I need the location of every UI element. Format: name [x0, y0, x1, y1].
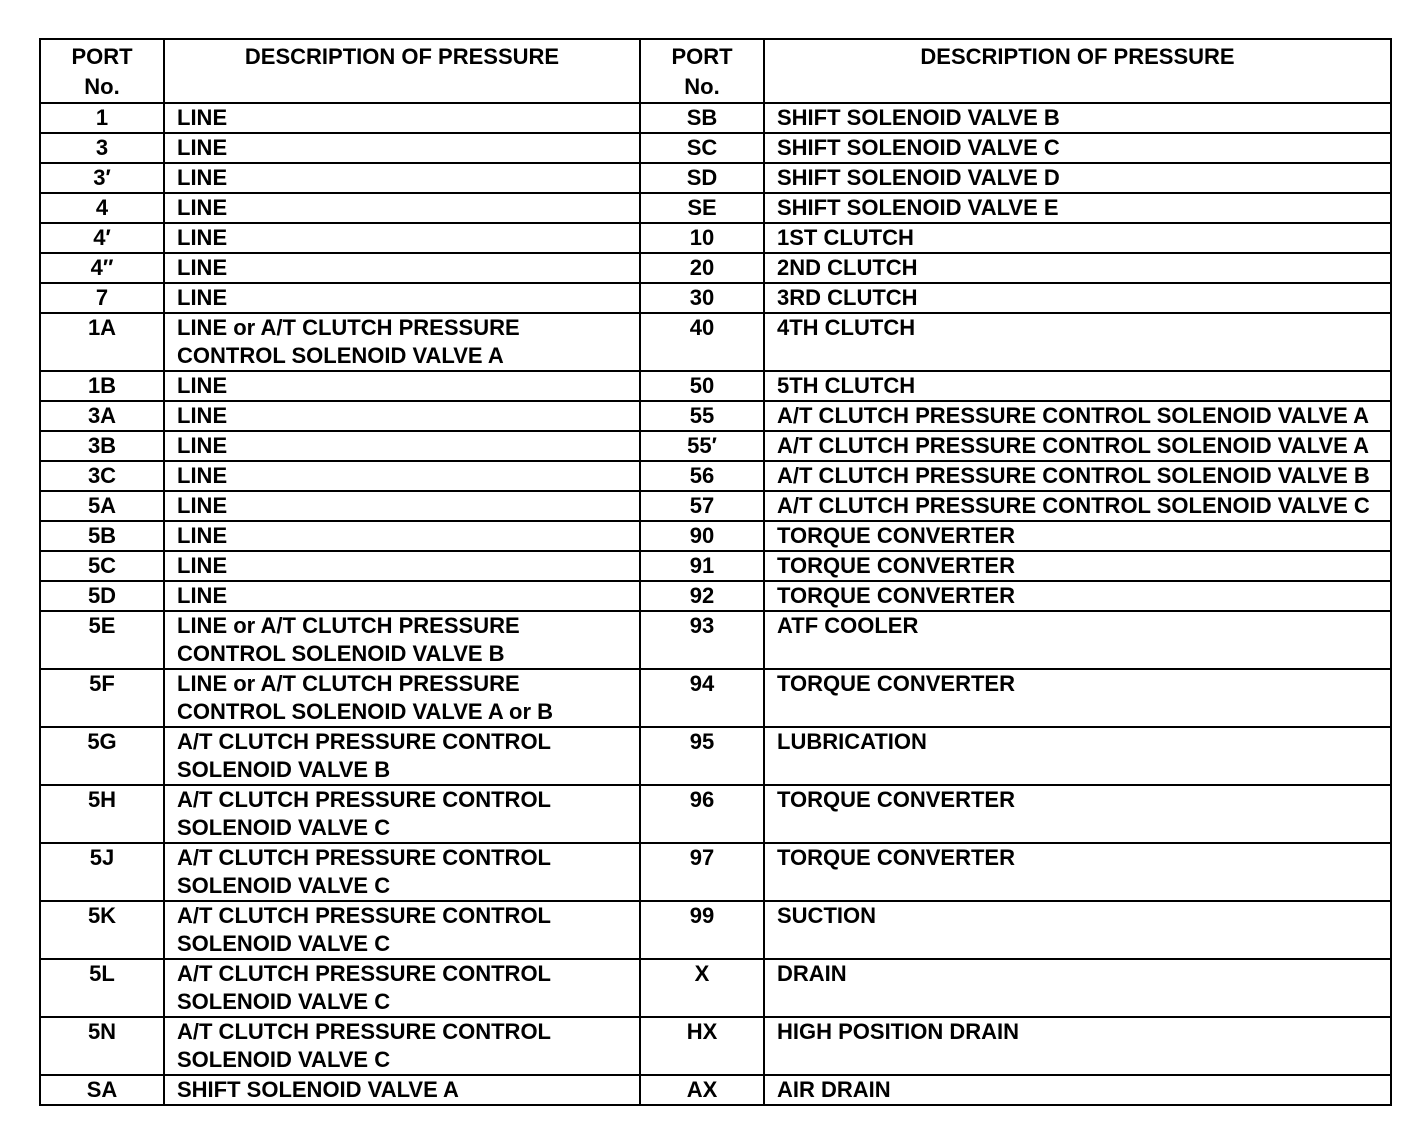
left-description-cell	[164, 843, 640, 901]
description-line: LINE	[177, 493, 228, 518]
right-description-cell	[764, 313, 1391, 371]
left-port-cell: 4″	[40, 253, 164, 283]
right-port-cell: SC	[640, 133, 764, 163]
description-line: LINE	[177, 135, 228, 160]
right-port-cell: 93	[640, 611, 764, 669]
left-description-cell	[164, 133, 640, 163]
right-port-cell: AX	[640, 1075, 764, 1105]
description-line: TORQUE CONVERTER	[777, 523, 1015, 548]
description-line: LINE or A/T CLUTCH PRESSURE	[177, 671, 520, 696]
right-description-cell	[764, 193, 1391, 223]
description-line: LINE	[177, 285, 228, 310]
left-port-cell: 5H	[40, 785, 164, 843]
left-port-cell: 3A	[40, 401, 164, 431]
left-port-cell: 5B	[40, 521, 164, 551]
right-description-cell	[764, 521, 1391, 551]
left-port-cell: 7	[40, 283, 164, 313]
right-port-cell: SE	[640, 193, 764, 223]
description-line: SOLENOID VALVE C	[177, 1047, 391, 1072]
description-line: 2ND CLUTCH	[777, 255, 918, 280]
left-port-cell: 5L	[40, 959, 164, 1017]
left-port-cell: 1A	[40, 313, 164, 371]
right-description-cell	[764, 491, 1391, 521]
right-description-cell	[764, 431, 1391, 461]
description-line: A/T CLUTCH PRESSURE CONTROL	[177, 845, 551, 870]
right-port-header	[640, 39, 764, 103]
right-description-cell	[764, 253, 1391, 283]
table-row	[40, 133, 1391, 163]
description-line: LINE	[177, 225, 228, 250]
right-description-cell	[764, 669, 1391, 727]
right-description-cell	[764, 163, 1391, 193]
right-port-cell: X	[640, 959, 764, 1017]
table-row	[40, 521, 1391, 551]
table-row	[40, 959, 1391, 1017]
table-row	[40, 1075, 1391, 1105]
table-body	[40, 103, 1391, 1105]
right-port-cell: 30	[640, 283, 764, 313]
left-port-cell: 5K	[40, 901, 164, 959]
right-port-cell: 56	[640, 461, 764, 491]
left-description-cell	[164, 253, 640, 283]
right-description-cell	[764, 581, 1391, 611]
description-line: LINE	[177, 523, 228, 548]
description-line: LINE	[177, 553, 228, 578]
table-row	[40, 223, 1391, 253]
description-line: A/T CLUTCH PRESSURE CONTROL SOLENOID VALVE A	[777, 433, 1369, 458]
description-line: SOLENOID VALVE C	[177, 873, 391, 898]
table-row	[40, 193, 1391, 223]
description-line: A/T CLUTCH PRESSURE CONTROL	[177, 729, 551, 754]
description-line: ATF COOLER	[777, 613, 919, 638]
left-description-cell	[164, 283, 640, 313]
table-row	[40, 401, 1391, 431]
table-row	[40, 727, 1391, 785]
port-header-line2: No.	[84, 74, 120, 99]
right-description-cell	[764, 401, 1391, 431]
left-port-cell: 5G	[40, 727, 164, 785]
description-line: HIGH POSITION DRAIN	[777, 1019, 1020, 1044]
port-header-line2: No.	[684, 74, 720, 99]
right-description-cell	[764, 223, 1391, 253]
left-port-cell: 3C	[40, 461, 164, 491]
description-line: A/T CLUTCH PRESSURE CONTROL	[177, 903, 551, 928]
table-row	[40, 163, 1391, 193]
description-line: 4TH CLUTCH	[777, 315, 916, 340]
left-description-cell	[164, 491, 640, 521]
right-description-cell	[764, 283, 1391, 313]
left-description-cell	[164, 611, 640, 669]
description-line: CONTROL SOLENOID VALVE B	[177, 641, 505, 666]
right-port-cell: 99	[640, 901, 764, 959]
left-port-cell: 3′	[40, 163, 164, 193]
right-port-cell: 97	[640, 843, 764, 901]
left-description-cell	[164, 959, 640, 1017]
table-row	[40, 103, 1391, 133]
left-description-cell	[164, 1075, 640, 1105]
port-header-line1: PORT	[71, 44, 133, 69]
right-port-cell: 90	[640, 521, 764, 551]
right-port-cell: HX	[640, 1017, 764, 1075]
description-line: DRAIN	[777, 961, 847, 986]
description-line: SHIFT SOLENOID VALVE A	[177, 1077, 459, 1102]
right-description-cell	[764, 727, 1391, 785]
table-row	[40, 843, 1391, 901]
right-port-cell: 92	[640, 581, 764, 611]
description-line: TORQUE CONVERTER	[777, 553, 1015, 578]
description-line: SOLENOID VALVE B	[177, 757, 391, 782]
left-description-cell	[164, 1017, 640, 1075]
left-description-cell	[164, 461, 640, 491]
description-line: A/T CLUTCH PRESSURE CONTROL SOLENOID VALVE C	[777, 493, 1370, 518]
table-row	[40, 581, 1391, 611]
table-row	[40, 283, 1391, 313]
left-port-cell: 1B	[40, 371, 164, 401]
right-description-cell	[764, 461, 1391, 491]
left-description-cell	[164, 313, 640, 371]
right-description-cell	[764, 103, 1391, 133]
right-port-cell: 95	[640, 727, 764, 785]
left-port-cell: 3	[40, 133, 164, 163]
description-line: AIR DRAIN	[777, 1077, 891, 1102]
description-line: A/T CLUTCH PRESSURE CONTROL	[177, 1019, 551, 1044]
description-line: LINE	[177, 255, 228, 280]
description-line: CONTROL SOLENOID VALVE A or B	[177, 699, 554, 724]
right-description-cell	[764, 901, 1391, 959]
right-port-cell: 57	[640, 491, 764, 521]
table-row	[40, 491, 1391, 521]
left-port-cell: 5C	[40, 551, 164, 581]
left-description-cell	[164, 103, 640, 133]
left-description-cell	[164, 163, 640, 193]
description-line: LINE	[177, 165, 228, 190]
description-line: LINE	[177, 433, 228, 458]
right-description-cell	[764, 551, 1391, 581]
left-description-cell	[164, 581, 640, 611]
right-port-cell: 50	[640, 371, 764, 401]
description-line: 3RD CLUTCH	[777, 285, 918, 310]
right-description-header: DESCRIPTION OF PRESSURE	[764, 39, 1391, 103]
left-port-cell: 5E	[40, 611, 164, 669]
right-description-cell	[764, 133, 1391, 163]
left-description-header: DESCRIPTION OF PRESSURE	[164, 39, 640, 103]
table-row	[40, 1017, 1391, 1075]
table-row	[40, 901, 1391, 959]
table-row	[40, 431, 1391, 461]
description-line: SHIFT SOLENOID VALVE E	[777, 195, 1059, 220]
description-line: LINE	[177, 195, 228, 220]
table-row	[40, 253, 1391, 283]
description-line: LINE	[177, 403, 228, 428]
description-line: TORQUE CONVERTER	[777, 671, 1015, 696]
left-description-cell	[164, 551, 640, 581]
description-line: LINE or A/T CLUTCH PRESSURE	[177, 613, 520, 638]
left-description-cell	[164, 669, 640, 727]
left-port-cell: 5N	[40, 1017, 164, 1075]
right-port-cell: 96	[640, 785, 764, 843]
table-row	[40, 785, 1391, 843]
right-description-cell	[764, 1075, 1391, 1105]
description-line: CONTROL SOLENOID VALVE A	[177, 343, 504, 368]
description-line: A/T CLUTCH PRESSURE CONTROL	[177, 787, 551, 812]
right-description-cell	[764, 1017, 1391, 1075]
left-port-cell: 5A	[40, 491, 164, 521]
table-row	[40, 313, 1391, 371]
right-description-cell	[764, 611, 1391, 669]
description-line: LINE	[177, 105, 228, 130]
port-header-line1: PORT	[671, 44, 733, 69]
description-line: SHIFT SOLENOID VALVE C	[777, 135, 1060, 160]
right-port-cell: 10	[640, 223, 764, 253]
right-description-cell	[764, 959, 1391, 1017]
description-line: SOLENOID VALVE C	[177, 815, 391, 840]
left-port-cell: 3B	[40, 431, 164, 461]
table-row	[40, 551, 1391, 581]
description-line: A/T CLUTCH PRESSURE CONTROL SOLENOID VALVE A	[777, 403, 1369, 428]
right-port-cell: 55	[640, 401, 764, 431]
left-port-cell: 1	[40, 103, 164, 133]
left-description-cell	[164, 371, 640, 401]
left-port-cell: SA	[40, 1075, 164, 1105]
description-line: SOLENOID VALVE C	[177, 989, 391, 1014]
left-description-cell	[164, 401, 640, 431]
port-pressure-table	[39, 38, 1392, 1106]
right-port-cell: 94	[640, 669, 764, 727]
right-description-cell	[764, 371, 1391, 401]
left-description-cell	[164, 193, 640, 223]
left-description-cell	[164, 727, 640, 785]
right-description-cell	[764, 843, 1391, 901]
description-line: A/T CLUTCH PRESSURE CONTROL SOLENOID VALVE B	[777, 463, 1370, 488]
description-line: LINE	[177, 463, 228, 488]
left-description-cell	[164, 431, 640, 461]
table-row	[40, 461, 1391, 491]
description-line: A/T CLUTCH PRESSURE CONTROL	[177, 961, 551, 986]
table-row	[40, 371, 1391, 401]
right-description-cell	[764, 785, 1391, 843]
description-line: SUCTION	[777, 903, 876, 928]
description-line: TORQUE CONVERTER	[777, 787, 1015, 812]
description-line: TORQUE CONVERTER	[777, 583, 1015, 608]
left-port-header	[40, 39, 164, 103]
left-description-cell	[164, 521, 640, 551]
description-line: 5TH CLUTCH	[777, 373, 916, 398]
right-port-cell: 20	[640, 253, 764, 283]
description-line: SHIFT SOLENOID VALVE D	[777, 165, 1060, 190]
left-port-cell: 4′	[40, 223, 164, 253]
description-line: 1ST CLUTCH	[777, 225, 914, 250]
description-line: LUBRICATION	[777, 729, 927, 754]
description-line: SHIFT SOLENOID VALVE B	[777, 105, 1060, 130]
right-port-cell: 40	[640, 313, 764, 371]
description-line: SOLENOID VALVE C	[177, 931, 391, 956]
table-row	[40, 669, 1391, 727]
right-port-cell: SB	[640, 103, 764, 133]
description-line: LINE	[177, 373, 228, 398]
left-port-cell: 5F	[40, 669, 164, 727]
left-port-cell: 5D	[40, 581, 164, 611]
right-port-cell: 55′	[640, 431, 764, 461]
left-description-cell	[164, 901, 640, 959]
left-port-cell: 4	[40, 193, 164, 223]
left-port-cell: 5J	[40, 843, 164, 901]
header-row	[40, 39, 1391, 103]
left-description-cell	[164, 785, 640, 843]
description-line: TORQUE CONVERTER	[777, 845, 1015, 870]
table-row	[40, 611, 1391, 669]
right-port-cell: 91	[640, 551, 764, 581]
left-description-cell	[164, 223, 640, 253]
description-line: LINE or A/T CLUTCH PRESSURE	[177, 315, 520, 340]
right-port-cell: SD	[640, 163, 764, 193]
description-line: LINE	[177, 583, 228, 608]
